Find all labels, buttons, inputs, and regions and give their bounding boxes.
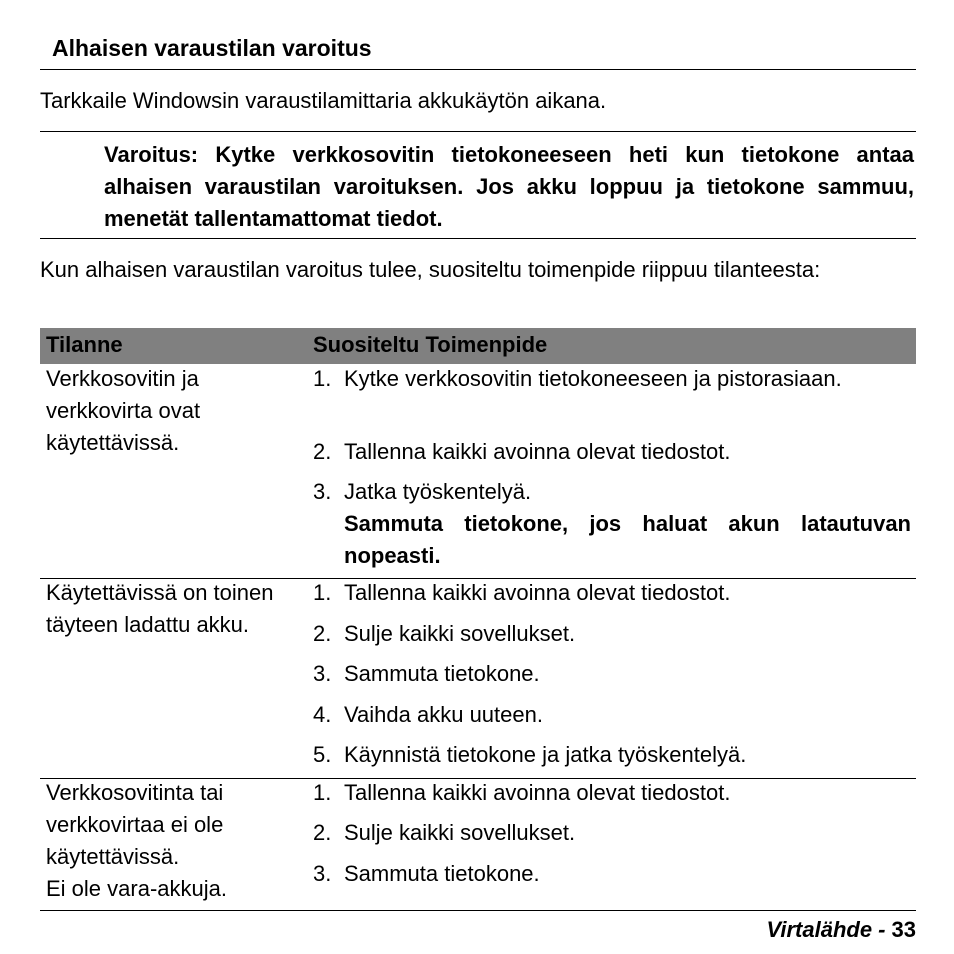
warning-bottom-divider — [40, 238, 916, 239]
step-text: Sammuta tietokone. — [344, 861, 540, 886]
step-number: 4. — [313, 702, 332, 727]
step-text: Tallenna kaikki avoinna olevat tiedostot. — [344, 580, 731, 605]
section-heading: Alhaisen varaustilan varoitus — [52, 35, 372, 61]
table-row-1-situation: Verkkosovitin ja verkkovirta ovat käytettävissä. — [46, 366, 201, 455]
page-footer — [767, 915, 916, 945]
table-row-2-situation: Käytettävissä on toinen täyteen ladattu akku. — [46, 580, 274, 637]
step-number: 1. — [313, 780, 332, 805]
step-text: Jatka työskentelyä. — [344, 479, 532, 504]
step-number: 3. — [313, 861, 332, 886]
table-row-1-step-2 — [313, 436, 911, 468]
step-text: Käynnistä tietokone ja jatka työskentelyä. — [344, 742, 747, 767]
step-number: 3. — [313, 661, 332, 686]
table-row-2-step-1 — [313, 577, 911, 609]
table-header — [40, 328, 916, 364]
table-row-2-step-2 — [313, 618, 911, 650]
step-number: 2. — [313, 820, 332, 845]
page-number: 33 — [891, 917, 916, 942]
table-row-2-step-5 — [313, 739, 911, 771]
table-row-1-step-1 — [313, 363, 911, 395]
step-text: Sulje kaikki sovellukset. — [344, 621, 576, 646]
step-text: Tallenna kaikki avoinna olevat tiedostot. — [344, 780, 731, 805]
situation-text: Verkkosovitinta tai verkkovirtaa ei ole käytettävissä. — [46, 780, 224, 869]
table-bottom-divider — [40, 910, 916, 911]
step-text: Kytke verkkosovitin tietokoneeseen ja pistorasiaan. — [344, 366, 842, 391]
warning-note: Varoitus: Kytke verkkosovitin tietokoneeseen heti kun tietokone antaa alhaisen varaustilan varoituksen. Jos akku loppuu ja tietokone sammuu, menetät tallentamattomat tiedot. — [104, 142, 914, 231]
step-text: Sulje kaikki sovellukset. — [344, 820, 576, 845]
table-row-2-step-4 — [313, 699, 911, 731]
header-action: Suositeltu Toimenpide — [313, 332, 548, 357]
step-number: 3. — [313, 479, 332, 504]
table-row-3-step-2 — [313, 817, 911, 849]
table-row-2-step-3 — [313, 658, 911, 690]
table-row-3-situation — [46, 777, 306, 905]
table-row-3-step-3 — [313, 858, 911, 890]
footer-section: Virtalähde - — [766, 917, 886, 942]
step-number: 2. — [313, 621, 332, 646]
intro-text: Tarkkaile Windowsin varaustilamittaria akkukäytön aikana. — [40, 88, 607, 113]
step-number: 1. — [313, 366, 332, 391]
step-number: 1. — [313, 580, 332, 605]
heading-divider — [40, 69, 916, 70]
warning-top-divider — [40, 131, 916, 132]
lead-text: Kun alhaisen varaustilan varoitus tulee, suositeltu toimenpide riippuu tilanteesta: — [40, 257, 821, 282]
step-number: 5. — [313, 742, 332, 767]
step-text: Sammuta tietokone. — [344, 661, 540, 686]
table-row-1-step-3 — [313, 476, 911, 572]
situation-extra: Ei ole vara-akkuja. — [46, 876, 227, 901]
step-text: Tallenna kaikki avoinna olevat tiedostot. — [344, 439, 731, 464]
step-number: 2. — [313, 439, 332, 464]
step-note: Sammuta tietokone, jos haluat akun latautuvan nopeasti. — [344, 511, 911, 568]
table-row-3-step-1 — [313, 777, 911, 809]
step-text: Vaihda akku uuteen. — [344, 702, 543, 727]
header-situation: Tilanne — [46, 332, 123, 357]
